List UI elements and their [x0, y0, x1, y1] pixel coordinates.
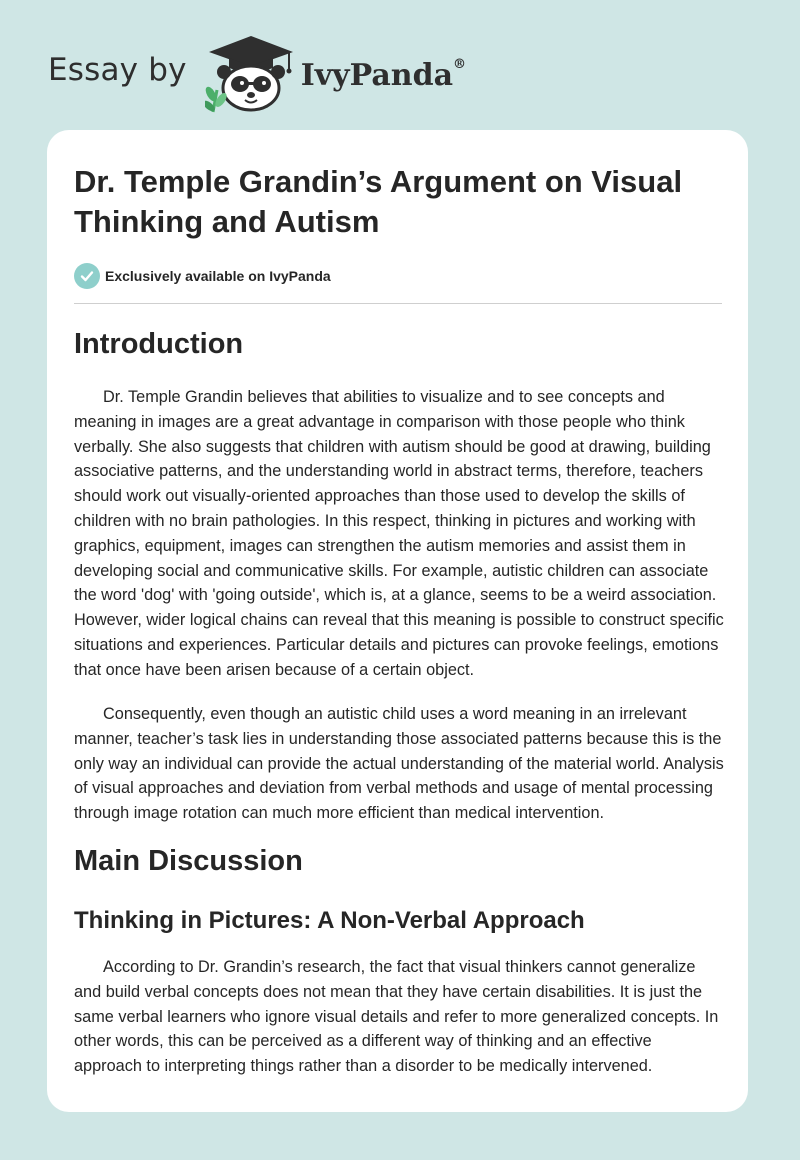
- thinking-in-pictures-subheading: Thinking in Pictures: A Non-Verbal Approach: [74, 907, 585, 934]
- introduction-heading: Introduction: [74, 328, 244, 360]
- brand-name[interactable]: [301, 58, 466, 93]
- essay-title: Dr. Temple Grandin’s Argument on Visual Thinking and Autism: [74, 164, 683, 239]
- main-discussion-heading: Main Discussion: [74, 845, 303, 877]
- title-divider: [74, 303, 722, 304]
- registered-mark: ®: [453, 56, 467, 72]
- panda-logo-icon[interactable]: [205, 34, 297, 114]
- brand-text: IvyPanda: [300, 57, 454, 93]
- site-header: [48, 34, 466, 114]
- essay-card: [47, 130, 748, 1112]
- main-discussion-paragraph-1: According to Dr. Grandin’s research, the fact that visual thinkers cannot generalize and build verbal concepts does not mean that they have certain disabilities. It is just the same verbal learners who ignore visual details and refer to more generalized concepts. In other words, this can be perceived as a different way of thinking and an effective approach to interpreting things rather than a disorder to be medically intervened.: [74, 958, 719, 1076]
- essay-by-label: Essay by: [48, 52, 187, 88]
- exclusive-badge-label: Exclusively available on IvyPanda: [105, 268, 331, 284]
- exclusive-badge: [74, 263, 331, 289]
- introduction-paragraph-1: Dr. Temple Grandin believes that abilities to visualize and to see concepts and meaning in images are a great advantage in comparison with those people who think verbally. She also suggests that children with autism should be good at drawing, building associative patterns, and the understanding world in abstract terms, therefore, teachers should work out visually-oriented approaches than those used to develop the skills of children with no brain pathologies. In this respect, thinking in pictures and working with graphics, equipment, images can strengthen the autism memories and assist them in developing social and communicative skills. For example, autistic children can associate the word 'dog' with 'going outside', which is, at a glance, seems to be a weird association. However, wider logical chains can reveal that this meaning is possible to construct specific situations and experiences. Particular details and pictures can provoke feelings, emotions that once have been arisen because of a certain object.: [74, 388, 724, 679]
- checkmark-icon: [74, 263, 100, 289]
- introduction-paragraph-2: Consequently, even though an autistic child uses a word meaning in an irrelevant manner, teacher’s task lies in understanding those associated patterns because this is the only way an individual can provide the actual understanding of the material world. Analysis of visual approaches and deviation from verbal methods and usage of mental processing through image rotation can much more efficient than medical intervention.: [74, 705, 724, 823]
